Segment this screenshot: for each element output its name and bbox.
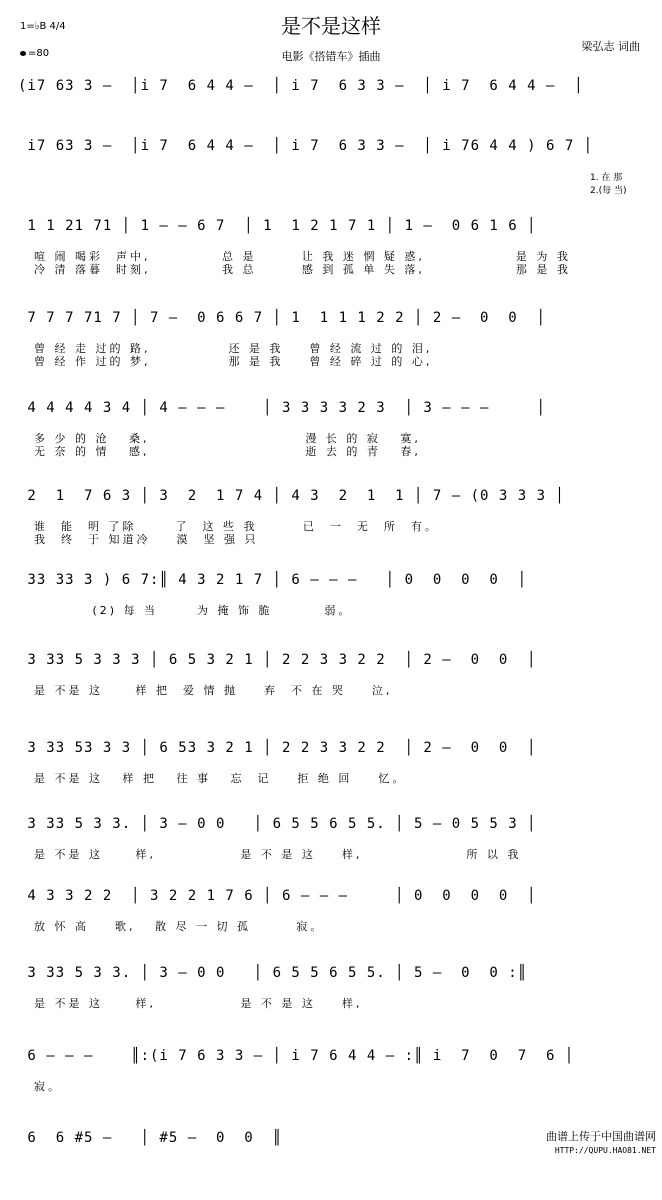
lyric-line: 放 怀 高 歌, 散 尽 一 切 孤 寂。 (34, 920, 325, 933)
footer-site: 曲谱上传于中国曲谱网 (546, 1130, 656, 1143)
score-system (0, 965, 662, 1035)
footer-url: HTTP://QUPU.HAO81.NET (554, 1146, 656, 1155)
tempo-marking (20, 48, 49, 59)
lyric-line: 是 不是 这 样 把 往 事 忘 记 拒 绝 回 忆。 (34, 772, 407, 785)
notation-line: 1 1 21 71 │ 1 – – 6 7 │ 1 1 2 1 7 1 │ 1 – 0 6 1 6 │ (18, 218, 537, 234)
score-system (0, 816, 662, 886)
lyric-line: 是 不是 这 样, 是 不 是 这 样, (34, 997, 363, 1010)
score-system (0, 400, 662, 470)
lyric-line: 冷 清 落暮 时刻, 我 总 感 到 孤 单 失 落, 那 是 我 (34, 263, 571, 276)
lyric-line: 曾 经 走 过的 路, 还 是 我 曾 经 流 过 的 泪, (34, 342, 433, 355)
page-title: 是不是这样 (281, 14, 381, 38)
lyric-line: 我 终 于 知道冷 漠 坚 强 只 (34, 533, 259, 546)
notation-line: 3 33 5 3 3 3 │ 6 5 3 2 1 │ 2 2 3 3 2 2 │ 2 – 0 0 │ (18, 652, 537, 668)
lyric-line: 多 少 的 沧 桑, 漫 长 的 寂 寞, (34, 432, 421, 445)
notation-line: 4 3 3 2 2 │ 3 2 2 1 7 6 │ 6 – – – │ 0 0 0 0 │ (18, 888, 537, 904)
score-system (0, 1048, 662, 1118)
lyric-line: 寂。 (34, 1080, 62, 1093)
notation-line: 4 4 4 4 3 4 │ 4 – – – │ 3 3 3 3 2 3 │ 3 – – – │ (18, 400, 547, 416)
lyric-line: 是 不是 这 样 把 爱 情 抛 弃 不 在 哭 泣, (34, 684, 393, 697)
tempo-value: =80 (28, 48, 50, 59)
key-label: 1=♭B (20, 21, 47, 32)
time-signature: 4/4 (49, 21, 66, 32)
notation-line: 7 7 7 71 7 │ 7 – 0 6 6 7 │ 1 1 1 1 2 2 │ 2 – 0 0 │ (18, 310, 547, 326)
quarter-note-icon (20, 51, 26, 56)
lyric-line: 谁 能 明 了除 了 这 些 我 已 一 无 所 有。 (34, 520, 439, 533)
lyric-line: 曾 经 作 过的 梦, 那 是 我 曾 经 碎 过 的 心, (34, 355, 433, 368)
score-system (0, 572, 662, 642)
volta-lyric: 1. 在 那 2.(每 当) (590, 173, 627, 196)
credits: 梁弘志 词曲 (581, 40, 640, 53)
score-system (0, 888, 662, 958)
notation-line: 6 – – – ║:(i 7 6 3 3 – │ i 7 6 4 4 – :║ i 7 0 7 6 │ (18, 1048, 575, 1064)
notation-line: 3 33 5 3 3. │ 3 – 0 0 │ 6 5 5 6 5 5. │ 5 – 0 0 :║ (18, 965, 528, 981)
score-system (0, 138, 662, 208)
lyric-line: 无 奈 的 情 感, 逝 去 的 青 春, (34, 445, 421, 458)
notation-line: 3 33 5 3 3. │ 3 – 0 0 │ 6 5 5 6 5 5. │ 5 – 0 5 5 3 │ (18, 816, 537, 832)
notation-line: 2 1 7 6 3 │ 3 2 1 7 4 │ 4 3 2 1 1 │ 7 – (0 3 3 3 │ (18, 488, 565, 504)
lyric-line: 是 不是 这 样, 是 不 是 这 样, 所 以 我 (34, 848, 522, 861)
score-system (0, 310, 662, 380)
key-signature (20, 20, 66, 33)
score-system (0, 488, 662, 558)
notation-line: 3 33 53 3 3 │ 6 53 3 2 1 │ 2 2 3 3 2 2 │ 2 – 0 0 │ (18, 740, 537, 756)
notation-line: (i7 63 3 – │i 7 6 4 4 – │ i 7 6 3 3 – │ i 7 6 4 4 – │ (18, 78, 584, 94)
lyric-line: 喧 闹 喝彩 声中, 总 是 让 我 迷 惘 疑 惑, 是 为 我 (34, 250, 571, 263)
score-system (0, 652, 662, 722)
notation-line: 33 33 3 ) 6 7:║ 4 3 2 1 7 │ 6 – – – │ 0 0 0 0 │ (18, 572, 528, 588)
notation-line: 6 6 #5 – │ #5 – 0 0 ║ (18, 1130, 283, 1146)
score-system (0, 740, 662, 810)
score-system (0, 218, 662, 288)
notation-line: i7 63 3 – │i 7 6 4 4 – │ i 7 6 3 3 – │ i 76 4 4 ) 6 7 │ (18, 138, 594, 154)
subtitle: 电影《搭错车》插曲 (281, 50, 381, 63)
lyric-line: (2) 每 当 为 掩 饰 脆 弱。 (34, 604, 353, 617)
